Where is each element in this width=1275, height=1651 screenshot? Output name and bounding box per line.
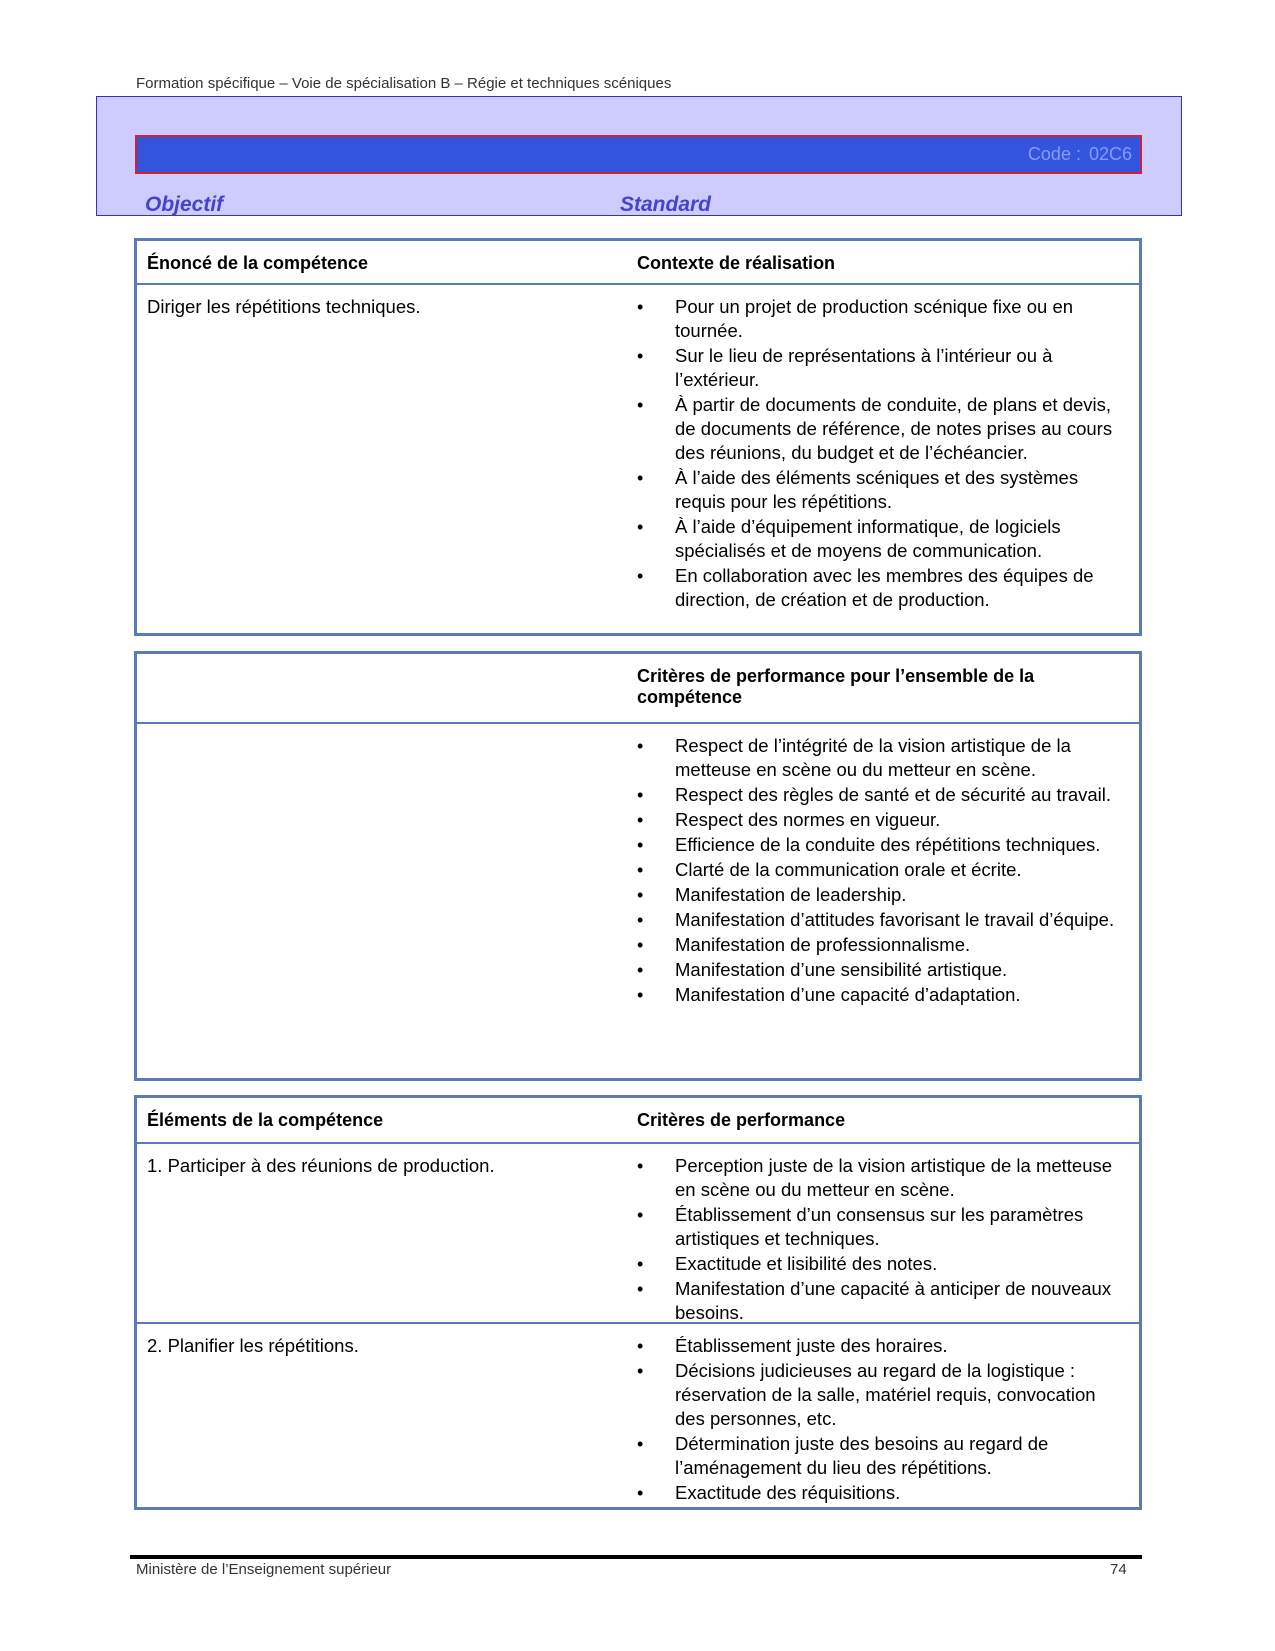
list-item: • Perception juste de la vision artistique de la metteuse en scène ou du metteur en scène.: [637, 1154, 1127, 1202]
list-item: • Exactitude et lisibilité des notes.: [637, 1252, 1127, 1276]
element-2-criteria: [637, 1334, 1127, 1505]
standard-heading: Standard: [620, 193, 712, 216]
code-text: [1028, 144, 1132, 165]
table-row: [137, 1144, 1139, 1322]
table-head: [137, 241, 1139, 285]
list-item: • Détermination juste des besoins au regard de l’aménagement du lieu des répétitions.: [637, 1432, 1127, 1480]
element-1: 1. Participer à des réunions de production.: [147, 1155, 495, 1176]
table-row: [137, 1322, 1139, 1506]
context-list: [637, 295, 1127, 612]
list-item: • Pour un projet de production scénique fixe ou en tournée.: [637, 295, 1127, 343]
running-header: Formation spécifique – Voie de spécialisation B – Régie et techniques scéniques: [136, 75, 672, 92]
page-number: 74: [1110, 1561, 1127, 1578]
contexte-heading: Contexte de réalisation: [637, 253, 836, 273]
competence-table: [134, 238, 1142, 636]
list-item: • Manifestation d’une sensibilité artistique.: [637, 958, 1127, 982]
list-item: • Manifestation d’une capacité d’adaptation.: [637, 983, 1127, 1007]
list-item: • Manifestation de professionnalisme.: [637, 933, 1127, 957]
list-item: • Établissement d’un consensus sur les paramètres artistiques et techniques.: [637, 1203, 1127, 1251]
code-value: 02C6: [1088, 144, 1132, 164]
list-item: • Manifestation d’attitudes favorisant le travail d’équipe.: [637, 908, 1127, 932]
overall-criteria-list: [637, 734, 1127, 1007]
table-row: [137, 285, 1139, 613]
elements-heading: Éléments de la compétence: [147, 1110, 384, 1130]
footer-ministry: Ministère de l’Enseignement supérieur: [136, 1561, 392, 1578]
list-item: • À partir de documents de conduite, de plans et devis, de documents de référence, de notes prises au cours des réunions, du budget et de l’échéancier.: [637, 393, 1127, 465]
footer-divider: [130, 1555, 1142, 1559]
table-head: [137, 654, 1139, 724]
list-item: • Décisions judicieuses au regard de la logistique : réservation de la salle, matériel requis, convocation des personnes, etc.: [637, 1359, 1127, 1431]
list-item: • Sur le lieu de représentations à l’intérieur ou à l’extérieur.: [637, 344, 1127, 392]
elements-table: [134, 1095, 1142, 1510]
table-head: [137, 1098, 1139, 1144]
list-item: • Clarté de la communication orale et écrite.: [637, 858, 1127, 882]
list-item: • Manifestation d’une capacité à anticiper de nouveaux besoins.: [637, 1277, 1127, 1325]
list-item: • Efficience de la conduite des répétitions techniques.: [637, 833, 1127, 857]
competence-statement: Diriger les répétitions techniques.: [147, 296, 421, 317]
list-item: • En collaboration avec les membres des équipes de direction, de création et de production.: [637, 564, 1127, 612]
list-item: • À l’aide des éléments scéniques et des systèmes requis pour les répétitions.: [637, 466, 1127, 514]
list-item: • Établissement juste des horaires.: [637, 1334, 1127, 1358]
list-item: • Respect des règles de santé et de sécurité au travail.: [637, 783, 1127, 807]
element-1-criteria: [637, 1154, 1127, 1325]
list-item: • Respect des normes en vigueur.: [637, 808, 1127, 832]
objectif-heading: Objectif: [145, 193, 224, 216]
performance-heading: Critères de performance: [637, 1110, 846, 1130]
enonce-heading: Énoncé de la compétence: [147, 253, 369, 273]
code-label: Code :: [1027, 144, 1081, 164]
overall-criteria-table: [134, 651, 1142, 1081]
table-row: [137, 724, 1139, 1008]
overall-criteria-heading: Critères de performance pour l’ensemble de la compétence: [637, 666, 1035, 707]
list-item: • Manifestation de leadership.: [637, 883, 1127, 907]
list-item: • Exactitude des réquisitions.: [637, 1481, 1127, 1505]
list-item: • Respect de l’intégrité de la vision artistique de la metteuse en scène ou du metteur en scène.: [637, 734, 1127, 782]
code-bar: [135, 135, 1142, 174]
list-item: • À l’aide d’équipement informatique, de logiciels spécialisés et de moyens de communication.: [637, 515, 1127, 563]
element-2: 2. Planifier les répétitions.: [147, 1335, 359, 1356]
